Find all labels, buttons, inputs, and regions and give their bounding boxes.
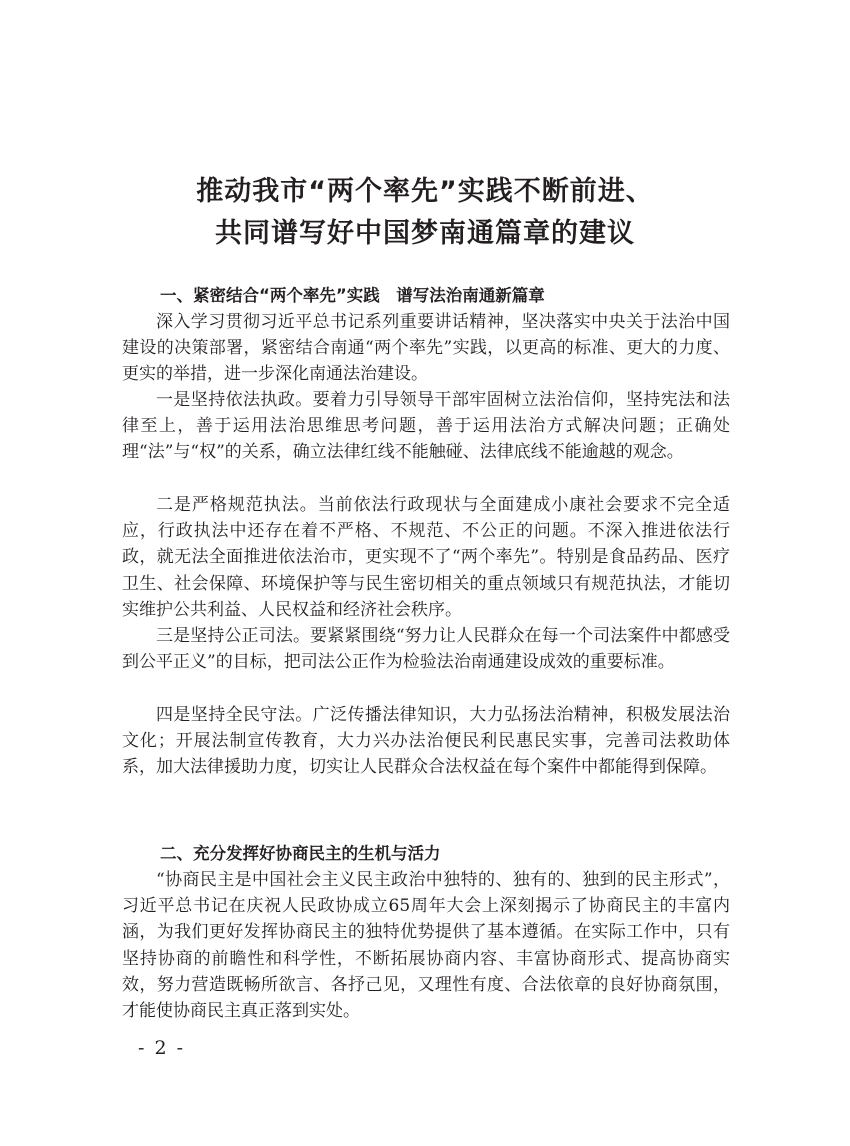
document-title-line-1: 推动我市“两个率先”实践不断前进、 — [196, 176, 654, 207]
section-1-paragraph: 二是严格规范执法。当前依法行政现状与全面建成小康社会要求不完全适应，行政执法中还存在着不严格、不规范、不公正的问题。不深入推进依法行政，就无法全面推进依法治市，更实现不了“两个率先”。特别是食品药品、医疗卫生、社会保障、环境保护等与民生密切相关的重点领域只有规范执法，才能切实维护公共利益、人民权益和经济社会秩序。 — [122, 495, 730, 620]
section-1-paragraph: 深入学习贯彻习近平总书记系列重要讲话精神，坚决落实中央关于法治中国建设的决策部署，紧密结合南通“两个率先”实践，以更高的标准、更大的力度、更实的举措，进一步深化南通法治建设。 — [122, 312, 730, 385]
section-1-paragraph: 一是坚持依法执政。要着力引导领导干部牢固树立法治信仰，坚持宪法和法律至上，善于运用法治思维思考问题，善于运用法治方式解决问题；正确处理“法”与“权”的关系，确立法律红线不能触碰、法律底线不能逾越的观念。 — [122, 390, 730, 463]
section-1-paragraph: 三是坚持公正司法。要紧紧围绕“努力让人民群众在每一个司法案件中都感受到公平正义”的目标，把司法公正作为检验法治南通建设成效的重要标准。 — [122, 626, 730, 673]
page-number: - 2 - — [138, 1037, 186, 1059]
document-title-line-2: 共同谱写好中国梦南通篇章的建议 — [215, 218, 635, 249]
section-1-paragraph: 四是坚持全民守法。广泛传播法律知识，大力弘扬法治精神，积极发展法治文化；开展法制宣传教育，大力兴办法治便民利民惠民实事，完善司法救助体系，加大法律援助力度，切实让人民群众合法权益在每个案件中都能得到保障。 — [122, 705, 730, 778]
section-2-heading: 二、充分发挥好协商民主的生机与活力 — [160, 844, 441, 863]
section-1-heading: 一、紧密结合“两个率先”实践 谱写法治南通新篇章 — [160, 286, 545, 305]
section-2-paragraph: “协商民主是中国社会主义民主政治中独特的、独有的、独到的民主形式”，习近平总书记在庆祝人民政协成立65周年大会上深刻揭示了协商民主的丰富内涵，为我们更好发挥协商民主的独特优势提供了基本遵循。在实际工作中，只有坚持协商的前瞻性和科学性，不断拓展协商内容、丰富协商形式、提高协商实效，努力营造既畅所欲言、各抒己见，又理性有度、合法依章的良好协商氛围，才能使协商民主真正落到实处。 — [122, 870, 730, 1022]
